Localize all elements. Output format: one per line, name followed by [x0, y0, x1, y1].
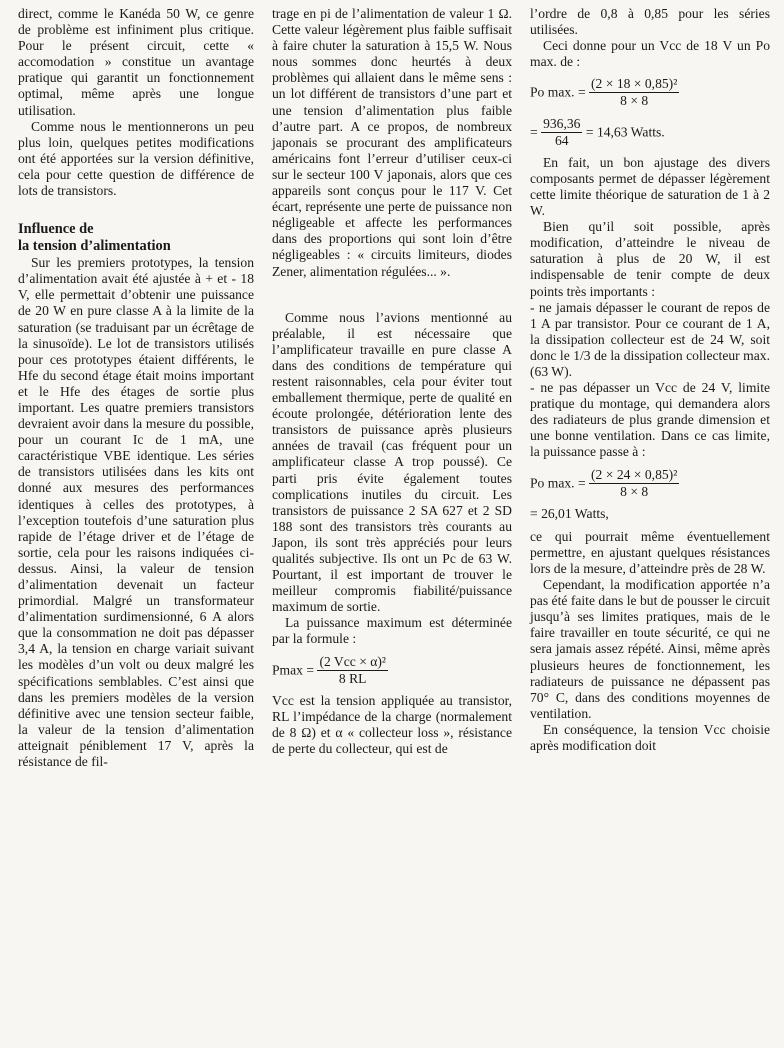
formula-pmax — [272, 654, 512, 687]
paragraph: - ne pas dépasser un Vcc de 24 V, limite pratique du montage, qui demandera alors des radiateurs de plus grande dimension et une bonne ventilation. Dans ce cas limite, la puissance passe à : — [530, 380, 770, 460]
paragraph: En fait, un bon ajustage des divers composants permet de dépasser légèrement cette limite théorique de saturation de 1 à 2 W. — [530, 154, 770, 219]
formula-lhs: Pmax = — [272, 662, 315, 678]
formula-numerator: (2 × 24 × 0,85)² — [589, 467, 679, 484]
formula-result: = 14,63 Watts. — [585, 124, 665, 140]
section-heading — [18, 221, 254, 255]
formula-po-24v — [530, 467, 770, 500]
paragraph: l’ordre de 0,8 à 0,85 pour les séries utilisées. — [530, 6, 770, 38]
formula-po-24v-result — [530, 506, 770, 522]
formula-fraction — [589, 76, 679, 109]
paragraph: Bien qu’il soit possible, après modification, d’atteindre le niveau de saturation à plus de 20 W, il est indispensable de tenir compte de deux points très importants : — [530, 219, 770, 299]
formula-lhs: = — [530, 124, 538, 140]
formula-numerator: (2 Vcc × α)² — [317, 654, 388, 671]
formula-fraction — [317, 654, 388, 687]
paragraph: Cependant, la modification apportée n’a pas été faite dans le but de pousser le circuit jusqu’à ses limites pratiques, mais de le faire travailler en toute sécurité, ce qui ne sera jamais assez répété. Ainsi, même après plusieurs heures de fonctionnement, les radiateurs de puissance ne dépassent pas 70° C, dans des conditions moyennes de ventilation. — [530, 577, 770, 721]
text-column-2 — [272, 6, 512, 757]
formula-denominator: 64 — [554, 132, 569, 148]
formula-lhs: Po max. = — [530, 84, 586, 100]
formula-fraction — [541, 116, 582, 149]
paragraph: Comme nous l’avions mentionné au préalable, il est nécessaire que l’amplificateur travaille en pure classe A dans des conditions de température qui restent raisonnables, cela pour éviter tout emballement thermique, perte de qualité en écoute prolongée, détérioration lente des transistors de puissance après plusieurs années de travail (cas fréquent pour un amplificateur classe A trop poussé). Ce parti pris évite également toutes complications inutiles du circuit. Les transistors de puissance 2 SA 627 et 2 SD 188 sont des transistors très courants au Japon, ils sont très appréciés pour leurs qualités subjective. Ils ont un Pc de 63 W. Pourtant, il est important de trouver le meilleur compromis fiabilité/puissance maximum de sortie. — [272, 309, 512, 615]
paragraph: ce qui pourrait même éventuellement permettre, en ajustant quelques résistances lors de la mesure, d’atteindre près de 28 W. — [530, 528, 770, 576]
formula-denominator: 8 RL — [338, 670, 367, 686]
paragraph: Sur les premiers prototypes, la tension d’alimentation avait été ajustée à + et - 18 V, elle permettait d’obtenir une puissance de 20 W en pure classe A à la limite de la saturation (se traduisant par un écrêtage de la sinusoïde). Le lot de transistors utilisés pour ces prototypes étaient différents, le Hfe du second étage était moins important et le Hfe des étages de sortie plus important. Les quatre premiers transistors devraient avoir dans la mesure du possible, pour un courant Ic de 1 mA, une caractéristique VBE identique. Les séries de transistors utilisées dans les kits ont donné aux mesures des performances identiques à celles des prototypes, à l’exception toutefois d’une saturation plus rapide de l’étage driver et de l’étage de sortie, cela pour les raisons indiquées ci-dessus. Ainsi, la valeur de tension d’alimentation devenait un facteur primordial. Malgré un transformateur d’alimentation surdimensionné, 6 A alors que la consommation ne doit pas dépasser 3,4 A, la tension en charge variait suivant les modèles d’un volt ou deux malgré les spécifications semblables. C’est ainsi que dans les premiers modèles de la version définitive avec une tension secteur faible, la valeur de la tension d’alimentation atteignait péniblement 17 V, après la résistance de fil- — [18, 255, 254, 770]
formula-po-18v — [530, 76, 770, 109]
text-column-1 — [18, 6, 254, 770]
paragraph: Ceci donne pour un Vcc de 18 V un Po max. de : — [530, 38, 770, 70]
formula-lhs: Po max. = — [530, 475, 586, 491]
section-heading-line-1: Influence de — [18, 221, 94, 238]
paragraph: En conséquence, la tension Vcc choisie après modification doit — [530, 721, 770, 754]
paragraph: Comme nous le mentionnerons un peu plus loin, quelques petites modifications ont été apportées sur la version définitive, cela pour cette question de différence de lots de transistors. — [18, 118, 254, 199]
formula-numerator: 936,36 — [541, 116, 582, 133]
paragraph: trage en pi de l’alimentation de valeur 1 Ω. Cette valeur légèrement plus faible suffisait à faire chuter la saturation à 15,5 W. Nous nous sommes donc heurtés à deux problèmes qui allaient dans le même sens : un lot différent de transistors d’une part et une tension d’alimentation plus faible d’autre part. A ce propos, de nombreux japonais se procurant des amplificateurs américains font l’erreur d’utiliser ceux-ci sur le secteur 100 V japonais, alors que ces appareils sont conçus pour le 117 V. Cet écart, représente une perte de puissance non négligeable et affecte les performances dans des proportions qui sont loin d’être négligeables : « circuits limiteurs, diodes Zener, alimentation régulées... ». — [272, 6, 512, 279]
formula-denominator: 8 × 8 — [620, 93, 649, 109]
paragraph: Vcc est la tension appliquée au transistor, RL l’impédance de la charge (normalement de 8 Ω) et α « collecteur loss », résistance de perte du collecteur, qui est de — [272, 692, 512, 757]
paragraph: direct, comme le Kanéda 50 W, ce genre de problème est infiniment plus critique. Pour le présent circuit, cette « accomodation » constitue un avantage pratique qui garantit un fonctionnement optimal, même après une longue utilisation. — [18, 6, 254, 118]
formula-fraction — [589, 467, 679, 500]
paragraph: - ne jamais dépasser le courant de repos de 1 A par transistor. Pour ce courant de 1 A, la dissipation collecteur est de 24 W, soit donc le 1/3 de la dissipation collecteur max. (63 W). — [530, 299, 770, 379]
formula-result: = 26,01 Watts, — [530, 505, 609, 521]
formula-po-18v-result — [530, 116, 770, 149]
text-column-3 — [530, 6, 770, 754]
formula-denominator: 8 × 8 — [620, 483, 649, 499]
paragraph: La puissance maximum est déterminée par la formule : — [272, 615, 512, 647]
section-heading-line-2: la tension d’alimentation — [18, 238, 171, 255]
formula-numerator: (2 × 18 × 0,85)² — [589, 76, 679, 93]
